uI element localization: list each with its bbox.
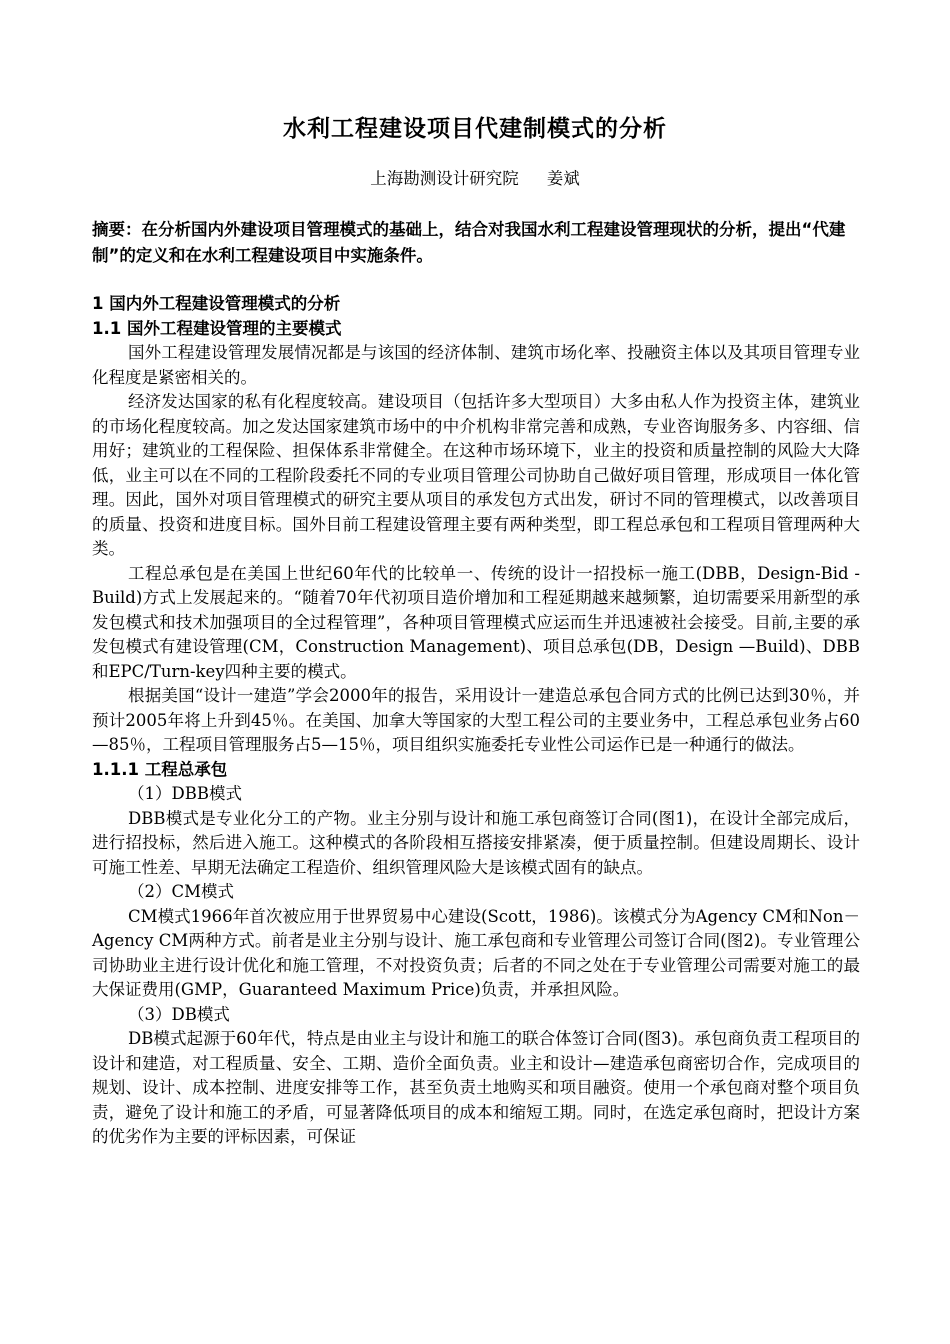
section-heading-1-1: 1.1 国外工程建设管理的主要模式	[92, 318, 342, 338]
document-title: 水利工程建设项目代建制模式的分析	[283, 116, 667, 142]
subheading-cm: （2）CM模式	[128, 882, 235, 901]
document-body	[92, 292, 860, 1150]
author-name: 姜斌	[546, 169, 580, 188]
section-heading-1-1-1: 1.1.1 工程总承包	[92, 759, 228, 779]
paragraph: DB模式起源于60年代，特点是由业主与设计和施工的联合体签订合同(图3)。承包商负责工程项目的设计和建造，对工程质量、安全、工期、造价全面负责。业主和设计—建造承包商密切合作，完成项目的规划、设计、成本控制、进度安排等工作，甚至负责土地购买和项目融资。使用一个承包商对整个项目负责，避免了设计和施工的矛盾，可显著降低项目的成本和缩短工期。同时，在选定承包商时，把设计方案的优劣作为主要的评标因素，可保证	[92, 1029, 860, 1146]
paragraph: 经济发达国家的私有化程度较高。建设项目（包括许多大型项目）大多由私人作为投资主体，建筑业的市场化程度较高。加之发达国家建筑市场中的中介机构非常完善和成熟，专业咨询服务多、内容细、信用好；建筑业的工程保险、担保体系非常健全。在这种市场环境下，业主的投资和质量控制的风险大大降低，业主可以在不同的工程阶段委托不同的专业项目管理公司协助自己做好项目管理，形成项目一体化管理。因此，国外对项目管理模式的研究主要从项目的承发包方式出发，研讨不同的管理模式，以改善项目的质量、投资和进度目标。国外目前工程建设管理主要有两种类型，即工程总承包和工程项目管理两种大类。	[92, 392, 860, 558]
paragraph: 根据美国“设计一建造”学会2000年的报告，采用设计一建造总承包合同方式的比例已达到30％，并预计2005年将上升到45％。在美国、加拿大等国家的大型工程公司的主要业务中，工程总承包业务占60—85％，工程项目管理服务占5—15％，项目组织实施委托专业性公司运作已是一种通行的做法。	[92, 686, 860, 754]
paragraph: CM模式1966年首次被应用于世界贸易中心建设(Scott，1986)。该模式分为Agency CM和Non－Agency CM两种方式。前者是业主分别与设计、施工承包商和专业管理公司签订合同(图2)。专业管理公司协助业主进行设计优化和施工管理，不对投资负责；后者的不同之处在于专业管理公司需要对施工的最大保证费用(GMP，Guaranteed Maximum Price)负责，并承担风险。	[92, 906, 860, 999]
affiliation: 上海勘测设计研究院	[370, 169, 519, 188]
subheading-dbb: （1）DBB模式	[128, 784, 242, 803]
abstract: 摘要：在分析国内外建设项目管理模式的基础上，结合对我国水利工程建设管理现状的分析，提出“代建制”的定义和在水利工程建设项目中实施条件。	[92, 220, 846, 265]
author-line	[0, 166, 950, 192]
subheading-db: （3）DB模式	[128, 1004, 230, 1024]
paragraph: 国外工程建设管理发展情况都是与该国的经济体制、建筑市场化率、投融资主体以及其项目管理专业化程度是紧密相关的。	[92, 343, 860, 387]
paragraph: 工程总承包是在美国上世纪60年代的比较单一、传统的设计一招投标一施工(DBB，Design-Bid -Build)方式上发展起来的。“随着70年代初项目造价增加和工程延期越来越频繁，迫切需要采用新型的承发包模式和技术加强项目的全过程管理”，各种项目管理模式应运而生并迅速被社会接受。目前,主要的承发包模式有建设管理(CM，Construction Management)、项目总承包(DB，Design —Build)、DBB和EPC/Turn-key四种主要的模式。	[92, 563, 860, 681]
paragraph: DBB模式是专业化分工的产物。业主分别与设计和施工承包商签订合同(图1)，在设计全部完成后，进行招投标，然后进入施工。这种模式的各阶段相互搭接安排紧凑，便于质量控制。但建设周期长、设计可施工性差、早期无法确定工程造价、组织管理风险大是该模式固有的缺点。	[92, 808, 860, 877]
section-heading-1: 1 国内外工程建设管理模式的分析	[92, 294, 341, 313]
